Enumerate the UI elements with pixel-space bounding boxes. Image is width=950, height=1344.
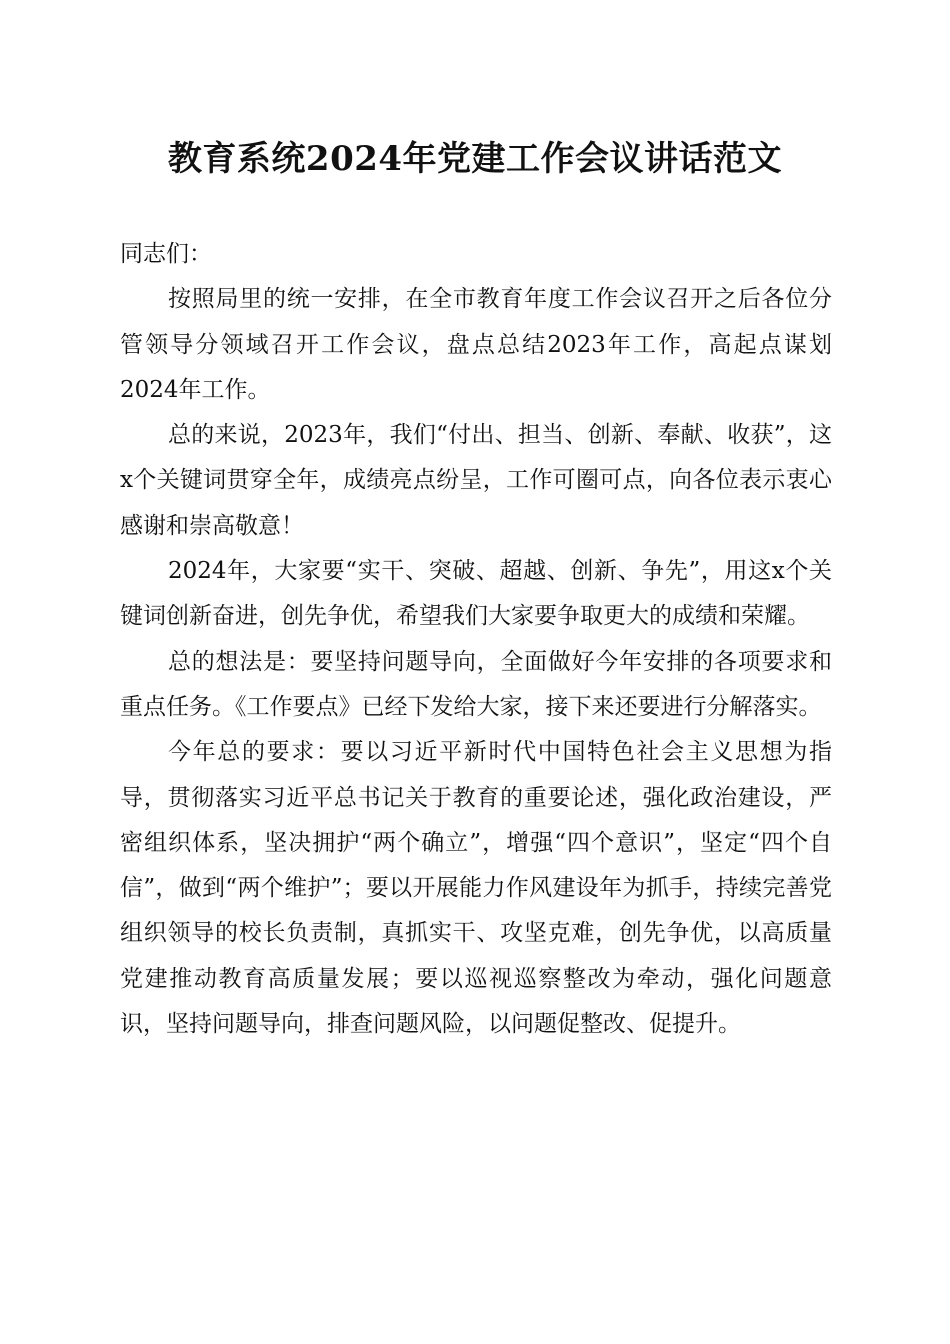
paragraph-1: 按照局里的统一安排，在全市教育年度工作会议召开之后各位分管领导分领域召开工作会议，盘点总结2023年工作，高起点谋划2024年工作。: [120, 286, 832, 403]
paragraph-2: 总的来说，2023年，我们“付出、担当、创新、奉献、收获”，这x个关键词贯穿全年，成绩亮点纷呈，工作可圈可点，向各位表示衷心感谢和崇高敬意！: [120, 422, 832, 539]
paragraph-4: 总的想法是：要坚持问题导向，全面做好今年安排的各项要求和重点任务。《工作要点》已经下发给大家，接下来还要进行分解落实。: [120, 648, 832, 720]
salutation: 同志们：: [120, 241, 212, 267]
document-body: [120, 232, 832, 1047]
paragraph-5: 今年总的要求：要以习近平新时代中国特色社会主义思想为指导，贯彻落实习近平总书记关于教育的重要论述，强化政治建设，严密组织体系，坚决拥护“两个确立”，增强“四个意识”，坚定“四个自信”，做到“两个维护”；要以开展能力作风建设年为抓手，持续完善党组织领导的校长负责制，真抓实干、攻坚克难，创先争优，以高质量党建推动教育高质量发展；要以巡视巡察整改为牵动，强化问题意识，坚持问题导向，排查问题风险，以问题促整改、促提升。: [120, 739, 832, 1038]
document-title: 教育系统2024年党建工作会议讲话范文: [167, 139, 783, 179]
paragraph-3: 2024年，大家要“实干、突破、超越、创新、争先”，用这x个关键词创新奋进，创先争优，希望我们大家要争取更大的成绩和荣耀。: [120, 558, 832, 630]
